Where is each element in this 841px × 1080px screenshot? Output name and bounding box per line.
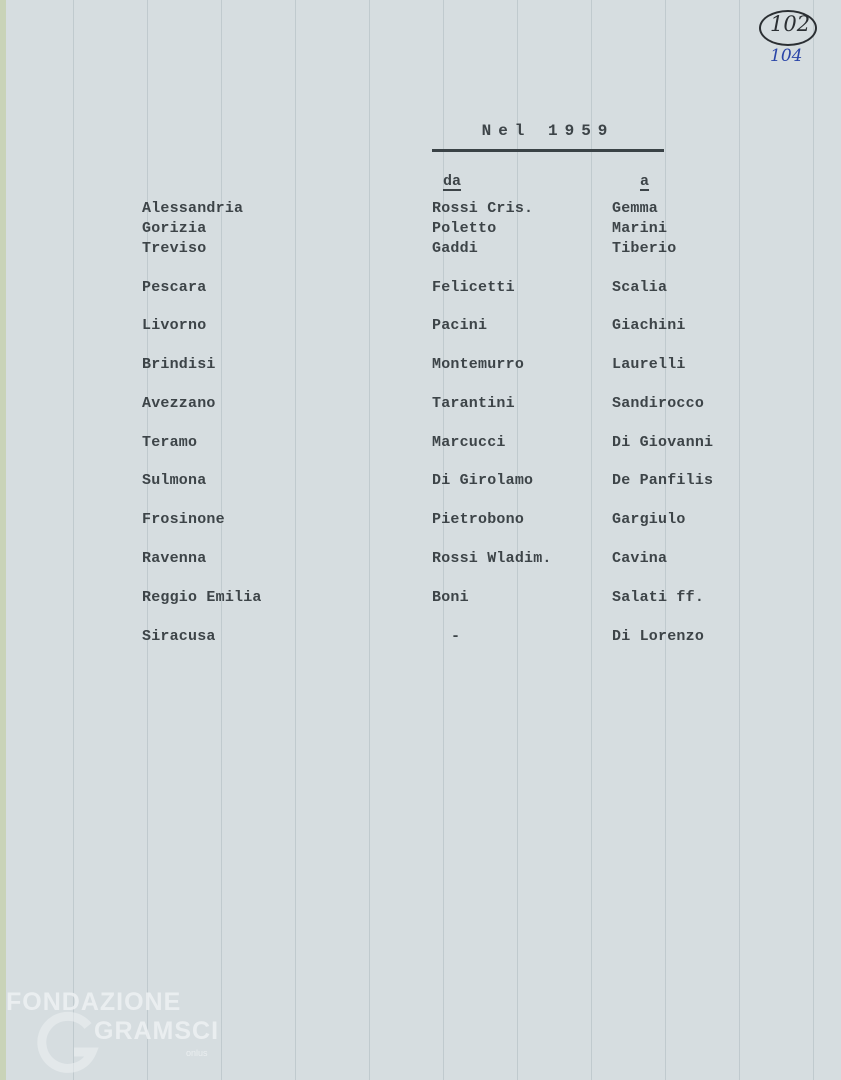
from-cell: Poletto xyxy=(432,220,497,237)
to-cell: Cavina xyxy=(612,550,668,567)
city-cell: Treviso xyxy=(142,240,207,257)
to-cell: Scalia xyxy=(612,279,668,296)
from-cell: Rossi Cris. xyxy=(432,200,534,217)
from-cell: Di Girolamo xyxy=(432,472,534,489)
city-cell: Gorizia xyxy=(142,220,207,237)
from-cell: Rossi Wladim. xyxy=(432,550,552,567)
to-cell: Di Giovanni xyxy=(612,434,714,451)
column-header-to: a xyxy=(640,173,650,190)
from-cell: Tarantini xyxy=(432,395,515,412)
page-title: Nel 1959 xyxy=(481,122,615,140)
city-cell: Ravenna xyxy=(142,550,207,567)
city-cell: Reggio Emilia xyxy=(142,589,262,606)
watermark-line2: GRAMSCI xyxy=(94,1017,220,1045)
from-cell: Marcucci xyxy=(432,434,506,451)
city-cell: Livorno xyxy=(142,317,207,334)
column-header-from: da xyxy=(443,173,462,190)
to-cell: Sandirocco xyxy=(612,395,705,412)
to-cell: Gargiulo xyxy=(612,511,686,528)
city-cell: Sulmona xyxy=(142,472,207,489)
from-cell: Pietrobono xyxy=(432,511,525,528)
city-cell: Brindisi xyxy=(142,356,216,373)
watermark-line1: FONDAZIONE xyxy=(6,988,182,1016)
title-underline xyxy=(432,149,664,152)
from-cell: Montemurro xyxy=(432,356,525,373)
city-cell: Frosinone xyxy=(142,511,225,528)
to-cell: De Panfilis xyxy=(612,472,714,489)
from-cell: Gaddi xyxy=(432,240,479,257)
to-cell: Tiberio xyxy=(612,240,677,257)
from-cell: Felicetti xyxy=(432,279,515,296)
archive-number: 102 xyxy=(770,12,811,36)
watermark-g-logo-icon xyxy=(36,1008,106,1078)
to-cell: Giachini xyxy=(612,317,686,334)
to-cell: Marini xyxy=(612,220,668,237)
to-cell: Gemma xyxy=(612,200,659,217)
watermark-suffix: onlus xyxy=(186,1048,208,1058)
city-cell: Teramo xyxy=(142,434,198,451)
city-cell: Siracusa xyxy=(142,628,216,645)
paper-edge xyxy=(0,0,6,1080)
city-cell: Alessandria xyxy=(142,200,244,217)
city-cell: Pescara xyxy=(142,279,207,296)
from-cell: Pacini xyxy=(432,317,488,334)
archive-number-alt: 104 xyxy=(770,46,803,66)
city-cell: Avezzano xyxy=(142,395,216,412)
from-cell: - xyxy=(451,628,461,645)
to-cell: Salati ff. xyxy=(612,589,705,606)
to-cell: Laurelli xyxy=(612,356,686,373)
fondazione-gramsci-watermark xyxy=(6,988,221,1080)
from-cell: Boni xyxy=(432,589,469,606)
to-cell: Di Lorenzo xyxy=(612,628,705,645)
